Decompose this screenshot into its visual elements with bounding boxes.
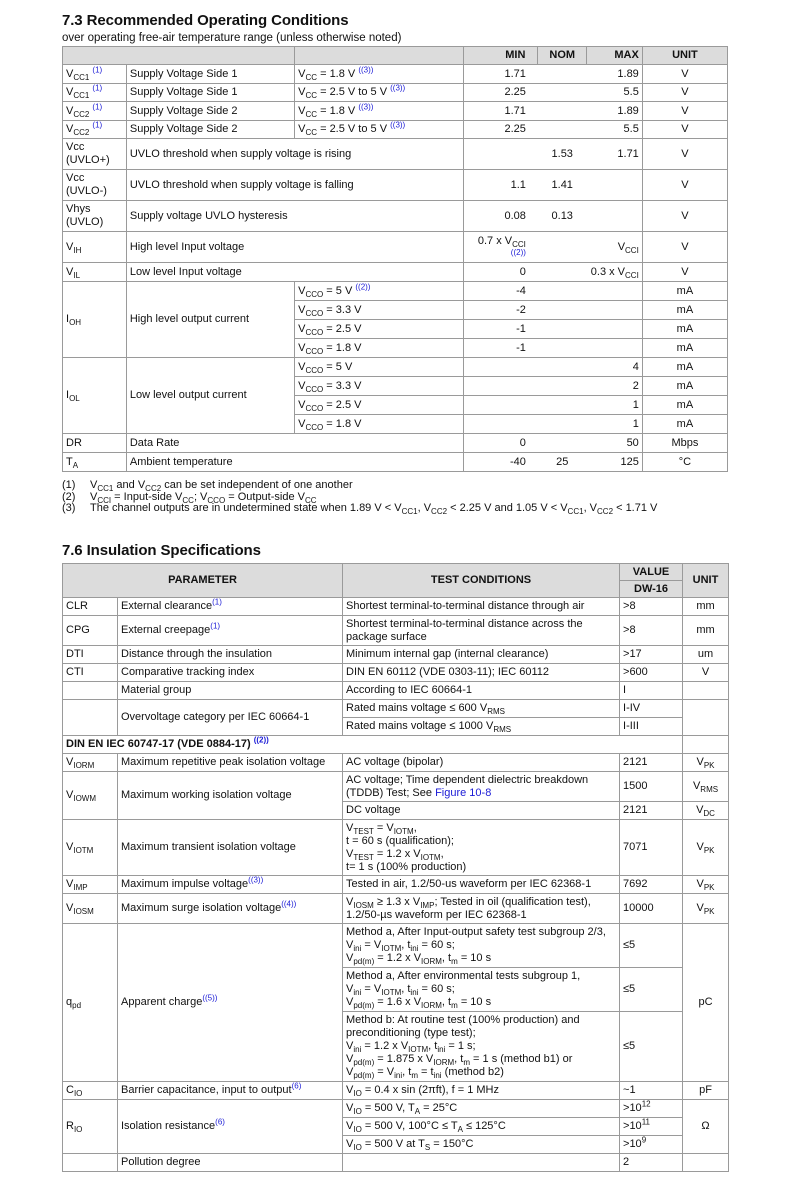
table-cell: V <box>642 170 727 201</box>
table-cell: ≤5 <box>620 924 683 968</box>
table-cell: I <box>620 682 683 700</box>
table-cell: V <box>642 263 727 282</box>
table-row <box>63 616 729 646</box>
table-cell: $V_{CC} = 1.8$ V $^{((3))}$ <box>295 102 464 121</box>
table-row <box>63 84 728 102</box>
table-cell: mA <box>642 396 727 415</box>
table-cell: mA <box>642 282 727 301</box>
table-cell: V <box>642 232 727 263</box>
table-cell: External creepage$^{(1)}$ <box>118 616 343 646</box>
table-cell: Shortest terminal-to-terminal distance across the package surface <box>343 616 620 646</box>
footnote-2: (2) $V_{CCI}$ = Input-side $V_{CC}$; $V_{CCO}$ = Output-side $V_{CC}$ <box>62 490 317 505</box>
table-cell: 2.25 <box>464 121 538 139</box>
table-cell: $V_{IO} = 500$ V, $T_A = 25^\circ C$ <box>343 1100 620 1118</box>
table-cell: 5.5 <box>587 84 643 102</box>
table-row <box>63 924 729 968</box>
table-cell <box>538 434 587 453</box>
table-cell: Pollution degree <box>118 1154 343 1172</box>
table-cell: Supply Voltage Side 2 <box>126 102 294 121</box>
table-cell: $V_{IO} = 500$ V, $100^\circ C \le T_A \le 125^\circ C$ <box>343 1118 620 1136</box>
table-cell: $>10^9$ <box>620 1136 683 1154</box>
table-cell: 1.89 <box>587 102 643 121</box>
table-cell: 1.71 <box>587 139 643 170</box>
table-cell: High level Input voltage <box>126 232 464 263</box>
table-cell <box>683 736 729 754</box>
table-cell: Overvoltage category per IEC 60664-1 <box>118 700 343 736</box>
table-cell: $T_A$ <box>63 453 127 472</box>
table-cell: Method a, After environmental tests subgroup 1, $V_{ini} = V_{IOTM}$, $t_{ini} = 60$ s; $V_{pd(m)} = 1.6$ x $V_{IORM}$, $t_m = 10$ s <box>343 968 620 1012</box>
table-cell: $q_{pd}$ <box>63 924 118 1082</box>
table-cell: $V_{IH}$ <box>63 232 127 263</box>
table-cell: UVLO threshold when supply voltage is rising <box>126 139 464 170</box>
table-cell: -40 <box>464 453 538 472</box>
table-cell: 1.53 <box>538 139 587 170</box>
header-nom: NOM <box>538 47 587 65</box>
table-cell: $V_{IO} = 0.4$ x sin (2πft), f = 1 MHz <box>343 1082 620 1100</box>
table-cell: 7071 <box>620 820 683 876</box>
table-cell <box>587 282 643 301</box>
table-cell: CTI <box>63 664 118 682</box>
table-cell: mA <box>642 301 727 320</box>
table-cell <box>464 358 538 377</box>
table-cell: DIN EN 60112 (VDE 0303-11); IEC 60112 <box>343 664 620 682</box>
table-cell: $>10^{11}$ <box>620 1118 683 1136</box>
table-cell: -1 <box>464 320 538 339</box>
table-cell: 0 <box>464 263 538 282</box>
table-cell <box>538 102 587 121</box>
table-cell: mm <box>683 598 729 616</box>
table-row <box>63 894 729 924</box>
table-cell: $V_{CCI}$ <box>587 232 643 263</box>
table-cell: V <box>642 139 727 170</box>
table-cell: $V_{CCO} = 3.3$ V <box>295 377 464 396</box>
table-cell <box>683 1154 729 1172</box>
table-cell: Maximum impulse voltage$^{((3))}$ <box>118 876 343 894</box>
table-cell <box>587 170 643 201</box>
table-row <box>63 65 728 84</box>
table-cell <box>538 396 587 415</box>
table-cell: V <box>683 664 729 682</box>
table-row <box>63 121 728 139</box>
table-row <box>63 139 728 170</box>
table-cell: °C <box>642 453 727 472</box>
table-cell: Maximum surge isolation voltage$^{((4))}$ <box>118 894 343 924</box>
table-row <box>63 1100 729 1118</box>
table-cell: mA <box>642 415 727 434</box>
table-cell: 0.3 x $V_{CCI}$ <box>587 263 643 282</box>
table-cell: $V_{IOSM}$ <box>63 894 118 924</box>
table-cell: -1 <box>464 339 538 358</box>
table-cell: >600 <box>620 664 683 682</box>
table-cell: 1.89 <box>587 65 643 84</box>
table-row <box>63 1082 729 1100</box>
table-cell: Supply Voltage Side 1 <box>126 65 294 84</box>
table-cell: DC voltage <box>343 802 620 820</box>
table-cell: $C_{IO}$ <box>63 1082 118 1100</box>
table-cell <box>538 65 587 84</box>
table-cell: AC voltage (bipolar) <box>343 754 620 772</box>
table-cell: V <box>642 102 727 121</box>
table-cell: VALUE <box>620 564 683 581</box>
table-cell: UVLO threshold when supply voltage is falling <box>126 170 464 201</box>
table-row <box>63 170 728 201</box>
table-cell: CLR <box>63 598 118 616</box>
table-cell: $V_{CC} = 1.8$ V $^{((3))}$ <box>295 65 464 84</box>
table-cell <box>63 1154 118 1172</box>
table-cell: $V_{CCO} = 2.5$ V <box>295 396 464 415</box>
table-cell: $V_{CC2}$ $^{(1)}$ <box>63 121 127 139</box>
table-cell: 10000 <box>620 894 683 924</box>
table-cell <box>63 700 118 736</box>
table-cell: um <box>683 646 729 664</box>
table-cell: 0.7 x $V_{CCI}$ ((2)) <box>464 232 538 263</box>
table-cell: I-III <box>620 718 683 736</box>
table-cell: $V_{CC} = 2.5$ V to 5 V $^{((3))}$ <box>295 121 464 139</box>
table-cell: V <box>642 65 727 84</box>
table-cell <box>464 377 538 396</box>
table-cell: 1.71 <box>464 102 538 121</box>
table-cell: Shortest terminal-to-terminal distance through air <box>343 598 620 616</box>
table-cell: 2 <box>587 377 643 396</box>
table-row <box>63 700 729 718</box>
table-cell: Supply Voltage Side 2 <box>126 121 294 139</box>
table-row <box>63 434 728 453</box>
table-cell: Material group <box>118 682 343 700</box>
table-cell: V <box>642 84 727 102</box>
section-subtitle-roc: over operating free-air temperature range (unless otherwise noted) <box>62 32 402 44</box>
table-cell: $I_{OH}$ <box>63 282 127 358</box>
table-row <box>63 754 729 772</box>
table-row <box>63 598 729 616</box>
table-row <box>63 820 729 876</box>
table-cell: $V_{CC1}$ $^{(1)}$ <box>63 65 127 84</box>
table-cell: pC <box>683 924 729 1082</box>
table-cell: 1 <box>587 415 643 434</box>
table-cell: -4 <box>464 282 538 301</box>
table-cell: $V_{DC}$ <box>683 802 729 820</box>
table-cell: $V_{CCO} = 1.8$ V <box>295 415 464 434</box>
table-cell: >8 <box>620 598 683 616</box>
table-cell: Tested in air, 1.2/50-us waveform per IEC 62368-1 <box>343 876 620 894</box>
figure-link[interactable]: Figure 10-8 <box>435 786 492 799</box>
table-cell: 2 <box>620 1154 683 1172</box>
table-cell: Maximum repetitive peak isolation voltage <box>118 754 343 772</box>
table-cell: Maximum working isolation voltage <box>118 772 343 820</box>
table-cell: PARAMETER <box>63 564 343 598</box>
table-cell <box>295 47 464 65</box>
table-cell <box>538 320 587 339</box>
table-cell: $>10^{12}$ <box>620 1100 683 1118</box>
table-cell: I-IV <box>620 700 683 718</box>
table-row <box>63 1154 729 1172</box>
table-cell: $V_{PK}$ <box>683 820 729 876</box>
table-cell <box>587 339 643 358</box>
table-cell: ≤5 <box>620 1012 683 1082</box>
table-cell: 2121 <box>620 754 683 772</box>
table-row <box>63 772 729 802</box>
table-cell <box>538 358 587 377</box>
table-cell: TEST CONDITIONS <box>343 564 620 598</box>
table-cell: $V_{IOWM}$ <box>63 772 118 820</box>
footnote-3: (3) The channel outputs are in undetermined state when 1.89 $V < V_{CC1}$, $V_{CC2} < 2.25$ V and 1.05 $V < V_{CC1}$, $V_{CC2} < 1.71$ V <box>62 502 658 517</box>
table-cell: 2121 <box>620 802 683 820</box>
table-cell: $V_{CCO} = 3.3$ V <box>295 301 464 320</box>
header-max: MAX <box>587 47 643 65</box>
table-cell: Ω <box>683 1100 729 1154</box>
table-cell: >17 <box>620 646 683 664</box>
table-row <box>63 102 728 121</box>
footnote-1: (1) $V_{CC1}$ and $V_{CC2}$ can be set independent of one another <box>62 479 353 494</box>
table-cell: mA <box>642 320 727 339</box>
table-cell <box>464 415 538 434</box>
table-cell: DIN EN IEC 60747-17 (VDE 0884-17) $^{((2))}$ <box>63 736 683 754</box>
section-title-roc: 7.3 Recommended Operating Conditions <box>62 12 349 29</box>
table-cell: $V_{IOSM} \ge 1.3$ x $V_{IMP}$; Tested in oil (qualification test), 1.2/50-µs waveform per IEC 62368-1 <box>343 894 620 924</box>
table-row <box>63 682 729 700</box>
table-cell: 7692 <box>620 876 683 894</box>
table-cell: $V_{IO} = 500$ V at $T_S = 150^\circ C$ <box>343 1136 620 1154</box>
table-cell: mA <box>642 377 727 396</box>
table-cell <box>538 263 587 282</box>
table-cell: 125 <box>587 453 643 472</box>
roc-footnotes <box>62 480 657 515</box>
table-row <box>63 201 728 232</box>
table-cell: $V_{CCO} = 5$ V $^{((2))}$ <box>295 282 464 301</box>
table-cell <box>538 121 587 139</box>
table-cell: Data Rate <box>126 434 464 453</box>
table-cell <box>538 282 587 301</box>
roc-table <box>62 46 728 472</box>
table-cell: $V_{CCO} = 5$ V <box>295 358 464 377</box>
table-cell: 5.5 <box>587 121 643 139</box>
table-cell: Minimum internal gap (internal clearance) <box>343 646 620 664</box>
table-row <box>63 646 729 664</box>
table-cell: $R_{IO}$ <box>63 1100 118 1154</box>
table-row <box>63 232 728 263</box>
table-cell: ~1 <box>620 1082 683 1100</box>
table-cell: pF <box>683 1082 729 1100</box>
table-cell: Low level Input voltage <box>126 263 464 282</box>
table-cell <box>538 232 587 263</box>
table-cell: $V_{CCO} = 1.8$ V <box>295 339 464 358</box>
table-cell: mA <box>642 358 727 377</box>
table-cell: Vhys (UVLO) <box>63 201 127 232</box>
table-row <box>63 453 728 472</box>
table-cell: $V_{CC2}$ $^{(1)}$ <box>63 102 127 121</box>
table-cell: ≤5 <box>620 968 683 1012</box>
table-cell: CPG <box>63 616 118 646</box>
table-cell: Method b: At routine test (100% production) and preconditioning (type test); $V_{ini} = 1.2$ x $V_{IOTM}$, $t_{ini} = 1$ s; $V_{pd(m)} = 1.875$ x $V_{IORM}$, $t_m = 1$ s (method b1) or $V_{pd(m)} = V_{ini}$, $t_m = t_{ini}$ (method b2) <box>343 1012 620 1082</box>
table-cell: >8 <box>620 616 683 646</box>
table-cell: $V_{IORM}$ <box>63 754 118 772</box>
table-cell: AC voltage; Time dependent dielectric breakdown (TDDB) Test; See Figure 10-8 <box>343 772 620 802</box>
table-cell <box>538 415 587 434</box>
table-cell <box>63 682 118 700</box>
table-cell: External clearance$^{(1)}$ <box>118 598 343 616</box>
table-cell: Maximum transient isolation voltage <box>118 820 343 876</box>
table-cell: $I_{OL}$ <box>63 358 127 434</box>
table-cell: 0.08 <box>464 201 538 232</box>
table-cell: Comparative tracking index <box>118 664 343 682</box>
table-row <box>63 664 729 682</box>
table-cell: DTI <box>63 646 118 664</box>
table-cell: $V_{PK}$ <box>683 754 729 772</box>
table-cell: $V_{PK}$ <box>683 894 729 924</box>
table-cell: 1.41 <box>538 170 587 201</box>
header-unit: UNIT <box>642 47 727 65</box>
table-cell: 0 <box>464 434 538 453</box>
table-cell: Ambient temperature <box>126 453 464 472</box>
table-cell: Vcc (UVLO+) <box>63 139 127 170</box>
table-cell: 1.71 <box>464 65 538 84</box>
table-cell <box>587 320 643 339</box>
table-cell: 0.13 <box>538 201 587 232</box>
table-cell <box>63 47 295 65</box>
table-cell: Supply Voltage Side 1 <box>126 84 294 102</box>
table-cell: $V_{CC1}$ $^{(1)}$ <box>63 84 127 102</box>
insulation-table <box>62 563 729 1172</box>
table-cell: Low level output current <box>126 358 294 434</box>
table-cell: mA <box>642 339 727 358</box>
table-cell: 1500 <box>620 772 683 802</box>
table-cell <box>538 339 587 358</box>
table-cell: Rated mains voltage ≤ 600 $V_{RMS}$ <box>343 700 620 718</box>
table-cell: mm <box>683 616 729 646</box>
table-cell: Distance through the insulation <box>118 646 343 664</box>
table-cell: Mbps <box>642 434 727 453</box>
table-cell: -2 <box>464 301 538 320</box>
table-cell: 50 <box>587 434 643 453</box>
header-min: MIN <box>464 47 538 65</box>
table-cell: Method a, After Input-output safety test subgroup 2/3, $V_{ini} = V_{IOTM}$, $t_{ini} = 60$ s; $V_{pd(m)} = 1.2$ x $V_{IORM}$, $t_m = 10$ s <box>343 924 620 968</box>
table-cell: $V_{IMP}$ <box>63 876 118 894</box>
table-header-row <box>63 47 728 65</box>
table-cell: Barrier capacitance, input to output$^{(6)}$ <box>118 1082 343 1100</box>
table-cell: $V_{IL}$ <box>63 263 127 282</box>
table-cell: V <box>642 121 727 139</box>
section-row <box>63 736 729 754</box>
table-cell: Isolation resistance$^{(6)}$ <box>118 1100 343 1154</box>
table-cell <box>683 682 729 700</box>
table-cell: According to IEC 60664-1 <box>343 682 620 700</box>
table-cell <box>587 201 643 232</box>
table-row <box>63 876 729 894</box>
table-cell: DR <box>63 434 127 453</box>
table-cell: $V_{PK}$ <box>683 876 729 894</box>
table-cell: Rated mains voltage ≤ 1000 $V_{RMS}$ <box>343 718 620 736</box>
table-cell: $V_{CC} = 2.5$ V to 5 V $^{((3))}$ <box>295 84 464 102</box>
table-cell: UNIT <box>683 564 729 598</box>
table-cell: 1.1 <box>464 170 538 201</box>
table-cell: $V_{CCO} = 2.5$ V <box>295 320 464 339</box>
table-cell: DW-16 <box>620 581 683 598</box>
table-cell: Supply voltage UVLO hysteresis <box>126 201 464 232</box>
table-cell <box>538 84 587 102</box>
table-cell: Vcc (UVLO-) <box>63 170 127 201</box>
table-cell <box>683 700 729 736</box>
table-cell: High level output current <box>126 282 294 358</box>
table-cell <box>587 301 643 320</box>
table-cell <box>538 377 587 396</box>
table-row <box>63 282 728 301</box>
table-cell: $V_{TEST} = V_{IOTM}$, t = 60 s (qualification); $V_{TEST} = 1.2$ x $V_{IOTM}$, t= 1 s (100% production) <box>343 820 620 876</box>
table-cell: 4 <box>587 358 643 377</box>
table-cell: V <box>642 201 727 232</box>
table-cell: $V_{RMS}$ <box>683 772 729 802</box>
table-cell: $V_{IOTM}$ <box>63 820 118 876</box>
table-cell: 25 <box>538 453 587 472</box>
section-title-ins: 7.6 Insulation Specifications <box>62 542 261 559</box>
table-cell <box>464 396 538 415</box>
table-cell: Apparent charge$^{((5))}$ <box>118 924 343 1082</box>
table-cell <box>464 139 538 170</box>
table-cell <box>343 1154 620 1172</box>
table-cell: 1 <box>587 396 643 415</box>
table-row <box>63 263 728 282</box>
table-row <box>63 358 728 377</box>
table-cell <box>538 301 587 320</box>
table-cell: 2.25 <box>464 84 538 102</box>
